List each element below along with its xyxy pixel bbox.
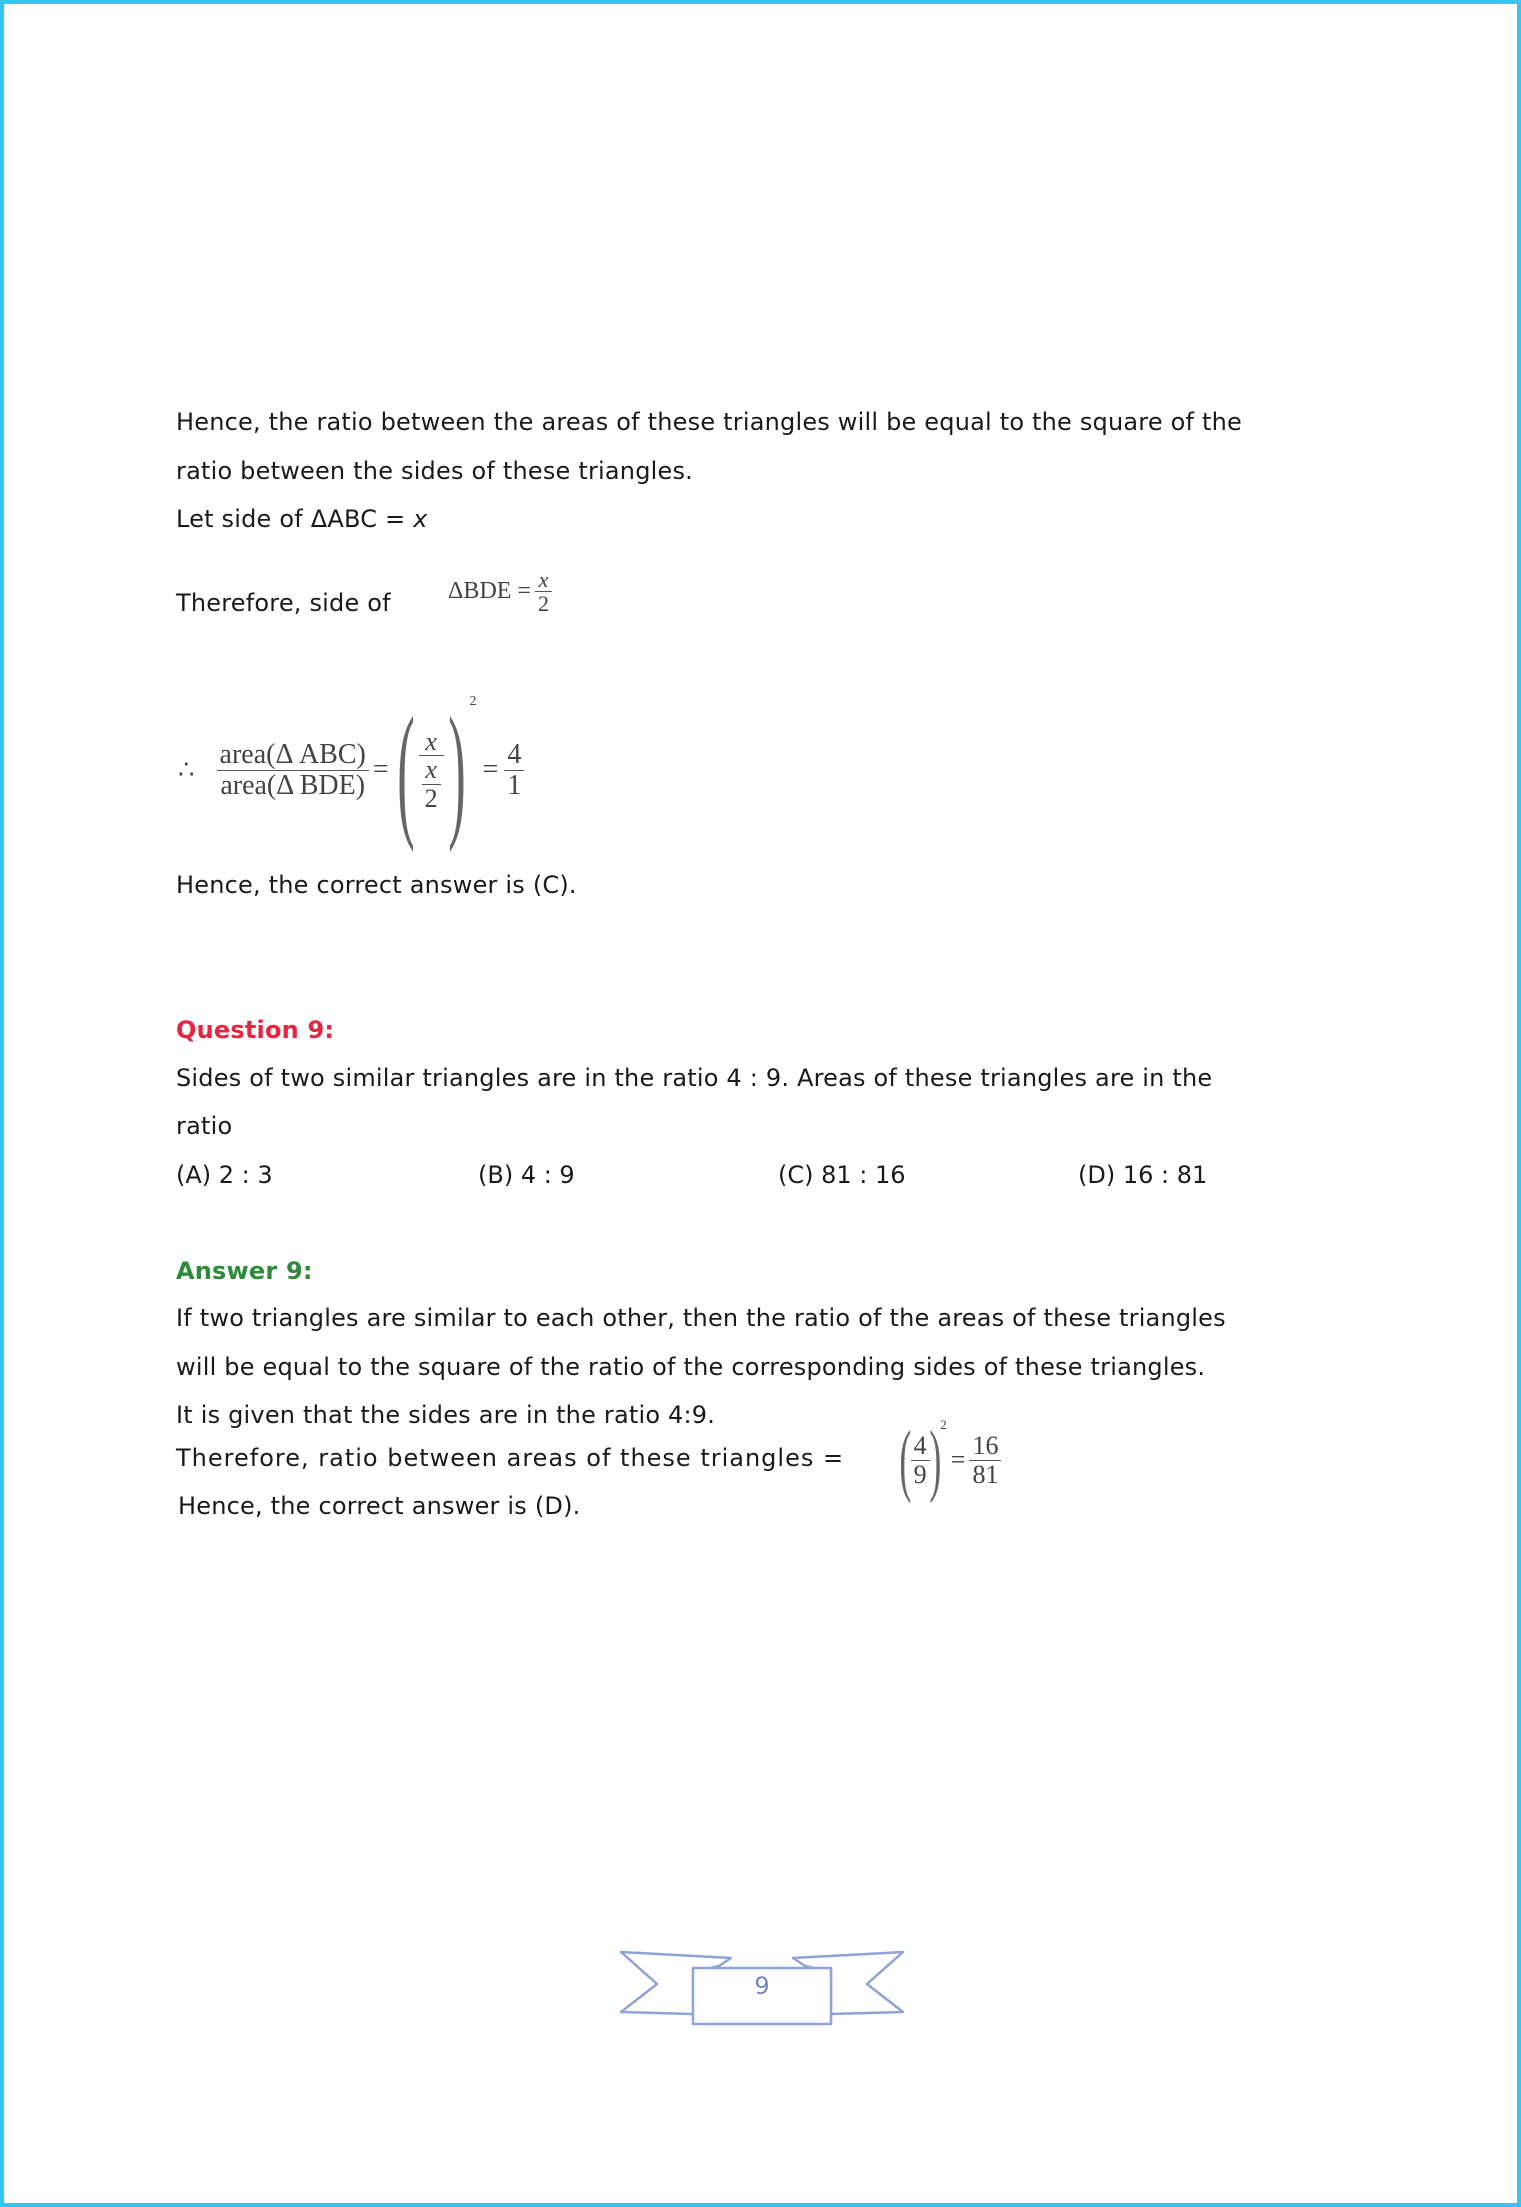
base-fraction	[911, 1432, 930, 1488]
inner-den-num: x	[425, 755, 437, 785]
result-fraction	[504, 740, 524, 800]
right-paren: )	[447, 687, 466, 853]
answer-result-den: 81	[972, 1459, 999, 1489]
answer-formula: ( $\frac{4}{9}$ ) $^2$ = $\frac{16}{81}$	[900, 1415, 1001, 1505]
conclusion-d: Hence, the correct answer is (D).	[178, 1492, 581, 1520]
therefore-side-line	[176, 588, 391, 618]
let-side-var: x	[413, 505, 428, 533]
area-num: area(Δ ABC)	[219, 739, 366, 771]
base-num: 4	[913, 1431, 927, 1461]
area-den: area(Δ BDE)	[220, 769, 366, 801]
bde-formula	[448, 568, 552, 615]
result-den: 1	[507, 769, 522, 801]
answer-result-num: 16	[972, 1431, 999, 1461]
option-d: (D) 16 : 81	[1078, 1161, 1208, 1189]
answer-line-3: It is given that the sides are in the ratio 4:9.	[176, 1401, 716, 1429]
question-heading: Question 9:	[176, 1016, 335, 1044]
bde-lhs: ΔBDE =	[448, 578, 531, 605]
inner-den-den: 2	[424, 783, 438, 813]
inner-fraction	[419, 728, 444, 812]
base-den: 9	[913, 1459, 927, 1489]
bde-fraction	[535, 568, 552, 615]
conclusion-c: Hence, the correct answer is (C).	[176, 871, 577, 899]
solution-line-1: Hence, the ratio between the areas of these triangles will be equal to the square of the	[176, 408, 1242, 436]
page-number: 9	[754, 1972, 770, 2000]
option-c: (C) 81 : 16	[778, 1161, 906, 1189]
therefore-symbol: ∴	[178, 755, 195, 784]
solution-line-2: ratio between the sides of these triangles.	[176, 457, 694, 485]
right-paren: )	[928, 1416, 941, 1504]
area-fraction	[217, 740, 369, 800]
let-side-line	[176, 504, 428, 534]
option-b: (B) 4 : 9	[478, 1161, 575, 1189]
inner-num: x	[425, 727, 437, 757]
bde-den: 2	[537, 591, 549, 617]
therefore-side-text: Therefore, side of	[176, 589, 391, 617]
page-number-ribbon	[619, 1944, 905, 2030]
result-num: 4	[507, 739, 522, 771]
option-a: (A) 2 : 3	[176, 1161, 273, 1189]
let-side-prefix: Let side of ΔABC =	[176, 505, 414, 533]
exponent: 2	[469, 694, 477, 709]
answer-line-2: will be equal to the square of the ratio of the corresponding sides of these triangles.	[176, 1353, 1206, 1381]
question-text-line-1: Sides of two similar triangles are in the ratio 4 : 9. Areas of these triangles are in the	[176, 1064, 1213, 1092]
inner-den-fraction	[419, 756, 444, 812]
question-text-line-2: ratio	[176, 1112, 233, 1140]
answer-line-1: If two triangles are similar to each other, then the ratio of the areas of these triangles	[176, 1304, 1226, 1332]
left-paren: (	[899, 1416, 912, 1504]
answer-heading: Answer 9:	[176, 1257, 313, 1285]
answer-line-4: Therefore, ratio between areas of these triangles =	[176, 1444, 845, 1472]
left-paren: (	[396, 687, 415, 853]
area-ratio-formula: ∴ $\frac{\text{area(Δ ABC)}}{\text{area(Δ BDE)}}$ = ( $\frac{x}{\frac{x}{2}}$ ) $^2$ = $\frac{4}{1}$	[178, 690, 524, 850]
exponent: 2	[940, 1417, 947, 1432]
answer-result-fraction	[969, 1432, 1001, 1488]
bde-num: x	[538, 567, 549, 592]
